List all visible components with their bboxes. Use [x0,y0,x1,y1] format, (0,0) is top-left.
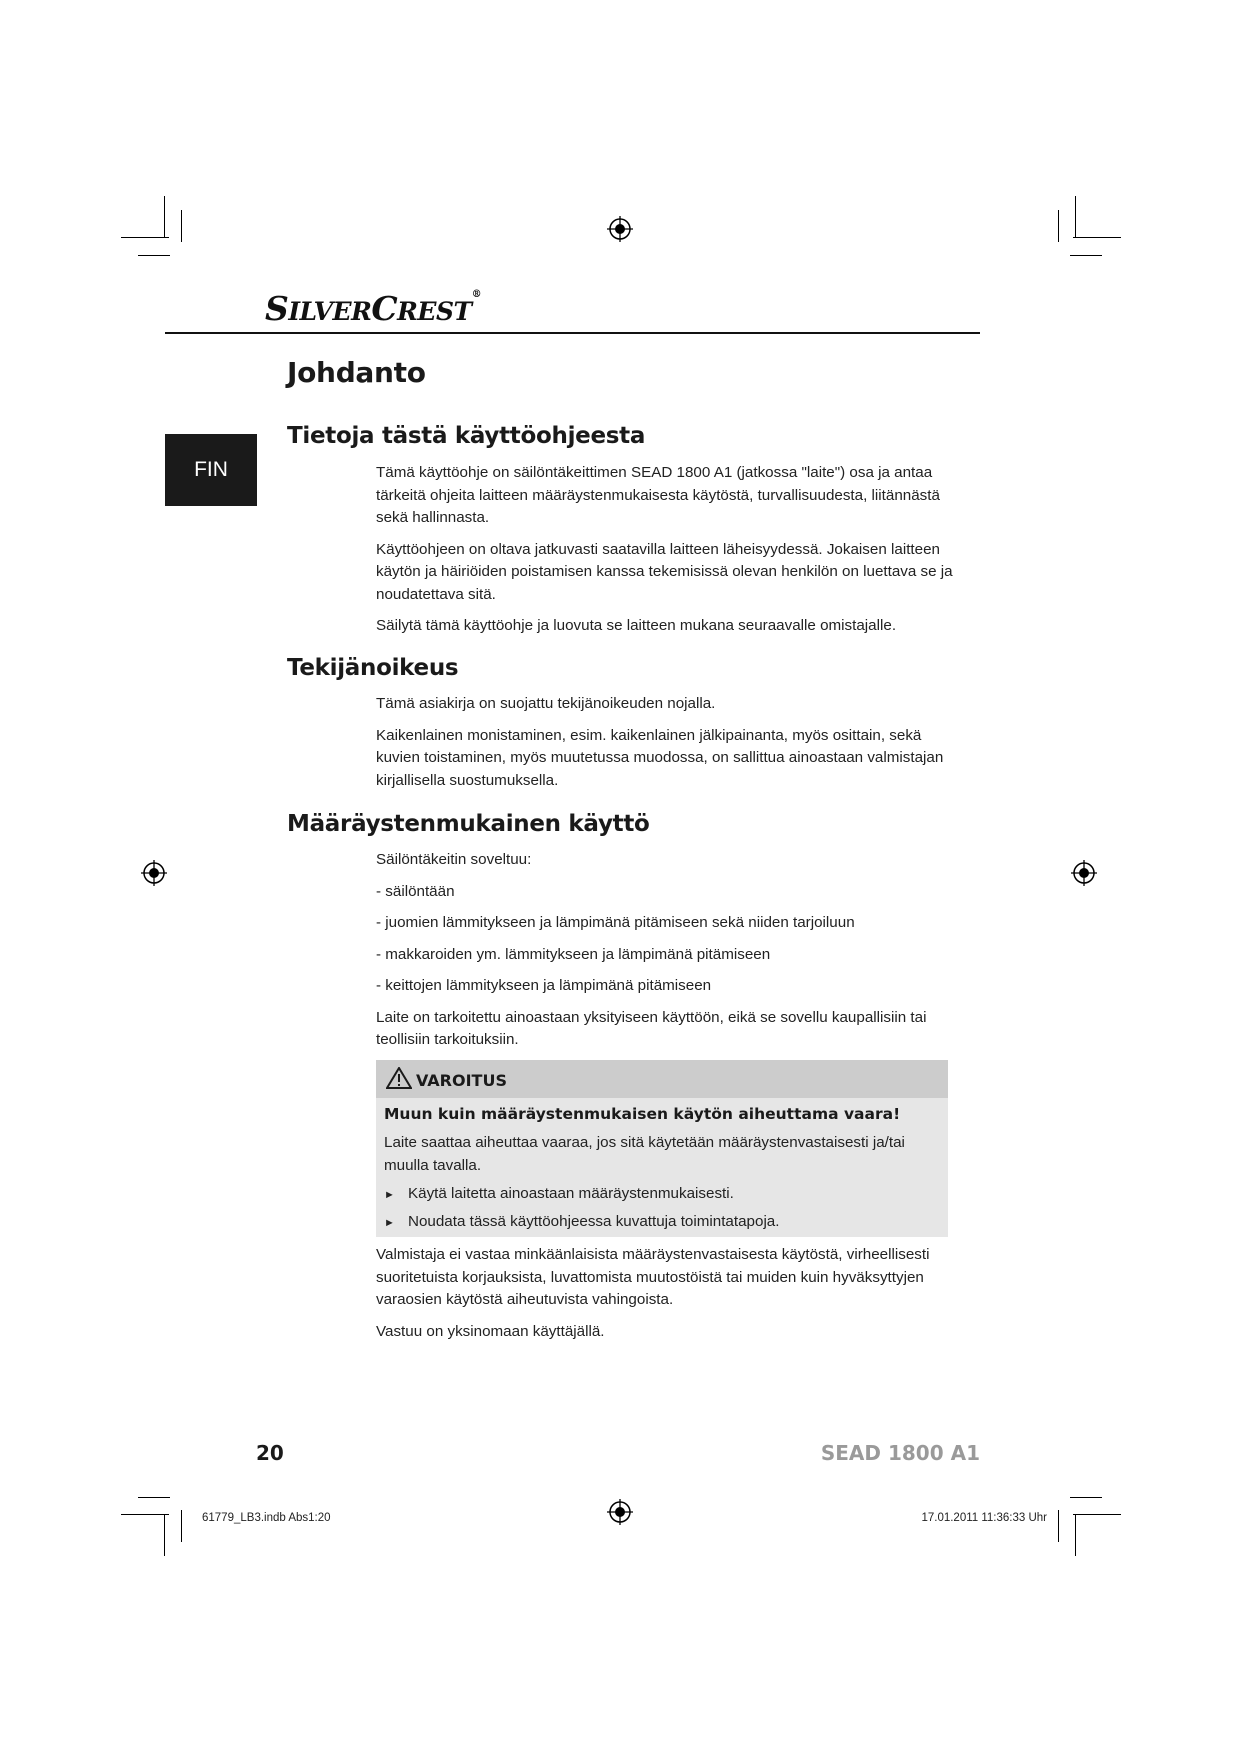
language-tab: FIN [165,434,257,506]
crop-mark [1073,1514,1121,1515]
section-body-liability [376,1244,956,1352]
paragraph: Säilytä tämä käyttöohje ja luovuta se laitteen mukana seuraavalle omistajalle. [376,617,897,634]
section-body-intended-use [376,849,956,1061]
section-heading-intended-use: Määräystenmukainen käyttö [287,811,650,837]
crop-mark [1070,255,1102,256]
list-item: - keittojen lämmitykseen ja lämpimänä pitämiseen [376,977,712,994]
warning-box [376,1060,948,1237]
section-heading-copyright: Tekijänoikeus [287,655,459,681]
crop-mark [164,1514,165,1556]
registration-mark-icon [141,860,167,886]
crop-mark [138,255,170,256]
warning-bullet-text: Käytä laitetta ainoastaan määräystenmukaisesti. [408,1185,734,1202]
registered-mark: ® [471,289,482,300]
brand-word: REST [397,297,472,326]
warning-label: VAROITUS [416,1071,507,1090]
brand-word: ILVER [288,297,372,326]
registration-mark-icon [607,1499,633,1525]
paragraph: Tämä asiakirja on suojattu tekijänoikeuden nojalla. [376,695,716,712]
brand-initial: C [371,289,398,328]
section-heading-about: Tietoja tästä käyttöohjeesta [287,423,646,449]
print-slug-file: 61779_LB3.indb Abs1:20 [202,1512,331,1524]
crop-mark [164,196,165,238]
registration-mark-icon [607,216,633,242]
page-number: 20 [256,1441,284,1465]
warning-header [376,1060,948,1098]
brand-logo [265,289,481,328]
print-slug-date: 17.01.2011 11:36:33 Uhr [921,1512,1047,1524]
registration-mark-icon [1071,860,1097,886]
paragraph: Laite on tarkoitettu ainoastaan yksityiseen käyttöön, eikä se sovellu kaupallisiin tai teollisiin tarkoituksiin. [376,1008,927,1048]
crop-mark [1075,1514,1076,1556]
warning-bullet [384,1185,734,1202]
crop-mark [181,1510,182,1542]
paragraph: Säilöntäkeitin soveltuu: [376,851,532,868]
page-title: Johdanto [287,356,426,389]
crop-mark [1058,210,1059,242]
crop-mark [1073,237,1121,238]
list-item: - juomien lämmitykseen ja lämpimänä pitämiseen sekä niiden tarjoiluun [376,914,855,931]
crop-mark [121,1514,169,1515]
paragraph: Tämä käyttöohje on säilöntäkeittimen SEAD 1800 A1 (jatkossa "laite") osa ja antaa tärkeitä ohjeita laitteen määräystenmukaisesta käytöstä, turvallisuudesta, liitännästä sekä hallinnasta. [376,464,940,526]
footer-model: SEAD 1800 A1 [820,1441,980,1465]
crop-mark [1070,1497,1102,1498]
paragraph: Käyttöohjeen on oltava jatkuvasti saatavilla laitteen läheisyydessä. Jokaisen laitteen käytön ja häiriöiden poistamisen kanssa tekemisissä olevan henkilön on luettava se ja noudatettava sitä. [376,540,953,603]
warning-text: Laite saattaa aiheuttaa vaaraa, jos sitä käytetään määräystenvastaisesti ja/tai muulla tavalla. [384,1134,905,1174]
list-item: - säilöntään [376,882,455,900]
crop-mark [121,237,169,238]
arrow-bullet-icon: ► [384,1217,395,1229]
warning-subtitle: Muun kuin määräystenmukaisen käytön aiheuttama vaara! [384,1105,901,1123]
warning-triangle-icon [386,1067,412,1089]
crop-mark [138,1497,170,1498]
crop-mark [1058,1510,1059,1542]
crop-mark [181,210,182,242]
paragraph: Vastuu on yksinomaan käyttäjällä. [376,1322,605,1340]
brand-initial: S [265,289,289,328]
list-item: - makkaroiden ym. lämmitykseen ja lämpimänä pitämiseen [376,945,771,963]
section-body-about [376,462,956,647]
warning-bullet-text: Noudata tässä käyttöohjeessa kuvattuja toimintatapoja. [408,1213,780,1230]
section-body-copyright [376,693,956,801]
paragraph: Valmistaja ei vastaa minkäänlaisista määräystenvastaisesta käytöstä, virheellisesti suoritetuista korjauksista, luvattomista muutostöistä tai muiden kuin hyväksyttyjen varaosien käytöstä aiheutuvista vahingoista. [376,1246,930,1308]
arrow-bullet-icon: ► [384,1189,395,1201]
header-rule [165,332,980,334]
crop-mark [1075,196,1076,238]
paragraph: Kaikenlainen monistaminen, esim. kaikenlainen jälkipainanta, myös osittain, sekä kuvien toistaminen, myös muutetussa muodossa, on sallittua ainoastaan valmistajan kirjallisella suostumuksella. [376,726,944,789]
warning-bullet [384,1213,779,1230]
